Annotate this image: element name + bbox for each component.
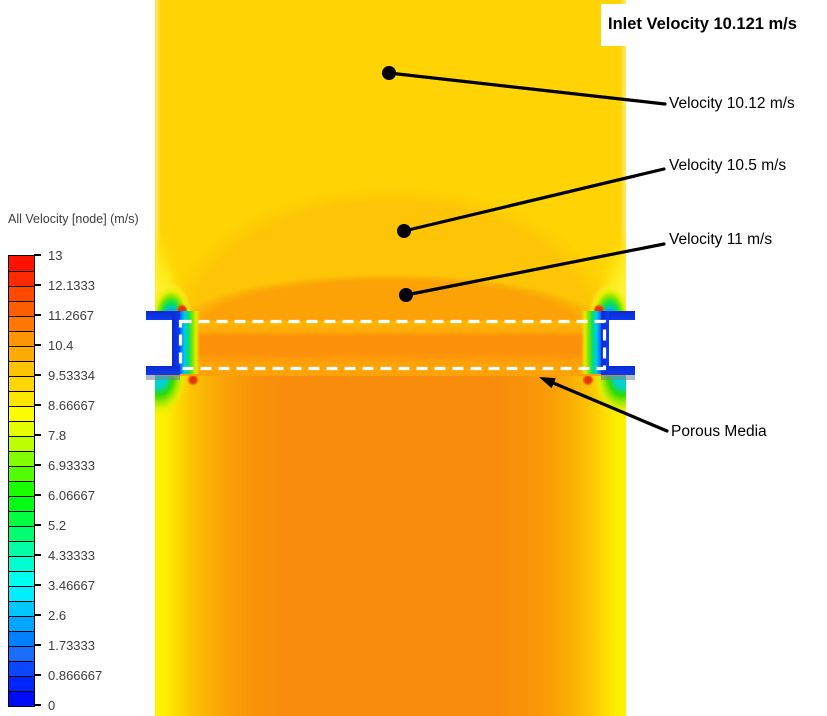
- legend-color-block: [9, 256, 34, 271]
- legend-tick: [34, 247, 62, 263]
- legend-color-block: [9, 391, 34, 406]
- legend-color-block: [9, 526, 34, 541]
- contour-upper-field: [155, 0, 626, 326]
- contour-porous-band: [155, 321, 626, 376]
- legend-color-block: [9, 556, 34, 571]
- legend-tick-label: 10.4: [48, 337, 74, 353]
- legend-tick: [34, 517, 66, 533]
- legend-color-block: [9, 436, 34, 451]
- legend-color-block: [9, 586, 34, 601]
- orifice-right-wall-vertical: [601, 311, 609, 374]
- legend-tick-label: 5.2: [48, 517, 67, 533]
- legend-color-block: [9, 406, 34, 421]
- legend-tick: [34, 667, 102, 683]
- legend-tick-label: 4.33333: [48, 547, 95, 563]
- legend-color-block: [9, 676, 34, 691]
- legend-tick-label: 11.2667: [48, 307, 95, 323]
- legend-tick-mark: [34, 374, 41, 376]
- legend-color-block: [9, 451, 34, 466]
- legend-tick-mark: [34, 554, 41, 556]
- orifice-left-wall-vertical: [172, 311, 180, 374]
- legend-tick: [34, 697, 55, 713]
- legend-tick-label: 13: [48, 247, 63, 263]
- legend-tick: [34, 547, 95, 563]
- legend-color-block: [9, 301, 34, 316]
- legend-color-block: [9, 691, 34, 706]
- callout-label-velocity-11: Velocity 11 m/s: [669, 231, 773, 248]
- legend-colorbar: [8, 255, 35, 707]
- legend-color-block: [9, 601, 34, 616]
- legend-color-block: [9, 511, 34, 526]
- legend-color-block: [9, 316, 34, 331]
- callout-label-velocity-10-12: Velocity 10.12 m/s: [669, 95, 795, 112]
- orifice-left-shadow: [146, 375, 180, 380]
- legend-tick-label: 9.53334: [48, 367, 95, 383]
- legend-tick-mark: [34, 344, 41, 346]
- legend-tick-label: 12.1333: [48, 277, 95, 293]
- inlet-velocity-label: Inlet Velocity 10.121 m/s: [608, 15, 797, 33]
- legend-color-block: [9, 541, 34, 556]
- inlet-velocity-box: [601, 4, 827, 46]
- legend-tick: [34, 277, 95, 293]
- legend-tick: [34, 427, 66, 443]
- legend-color-block: [9, 271, 34, 286]
- legend-tick: [34, 367, 95, 383]
- legend-tick-mark: [34, 404, 41, 406]
- legend-color-block: [9, 571, 34, 586]
- orifice-left-gradient: [180, 311, 200, 374]
- legend-tick-label: 7.8: [48, 427, 67, 443]
- legend-ticks: [34, 247, 144, 713]
- legend-color-block: [9, 286, 34, 301]
- orifice-right-wall-bottom: [601, 366, 635, 375]
- legend-tick: [34, 337, 73, 353]
- contour-plot: [155, 0, 626, 716]
- orifice-right-gradient: [581, 311, 601, 374]
- legend-tick-mark: [34, 314, 41, 316]
- legend-tick: [34, 637, 95, 653]
- legend-tick-mark: [34, 704, 41, 706]
- legend-tick-label: 0.866667: [48, 667, 103, 683]
- legend-color-block: [9, 361, 34, 376]
- legend-tick: [34, 487, 95, 503]
- legend-tick-label: 1.73333: [48, 637, 95, 653]
- legend-color-block: [9, 481, 34, 496]
- legend-tick-mark: [34, 524, 41, 526]
- legend-color-block: [9, 616, 34, 631]
- legend-tick-label: 6.93333: [48, 457, 95, 473]
- legend-color-block: [9, 661, 34, 676]
- legend-tick-mark: [34, 674, 41, 676]
- legend-tick-mark: [34, 254, 41, 256]
- callout-label-porous-media: Porous Media: [671, 423, 767, 440]
- legend-tick-mark: [34, 464, 41, 466]
- orifice-right-notch: [609, 319, 635, 366]
- legend-tick-label: 0: [48, 697, 56, 713]
- contour-downstream-field: [155, 376, 626, 716]
- legend-color-block: [9, 331, 34, 346]
- legend-color-block: [9, 376, 34, 391]
- legend-tick-mark: [34, 494, 41, 496]
- legend-tick: [34, 457, 95, 473]
- legend-title: All Velocity [node] (m/s): [8, 212, 139, 226]
- legend-tick-mark: [34, 614, 41, 616]
- legend-tick: [34, 307, 94, 323]
- legend-color-block: [9, 421, 34, 436]
- callout-label-velocity-10-5: Velocity 10.5 m/s: [669, 157, 787, 174]
- legend-tick: [34, 607, 66, 623]
- legend-color-block: [9, 631, 34, 646]
- legend-tick-label: 8.66667: [48, 397, 95, 413]
- orifice-right-shadow: [601, 375, 635, 380]
- legend-color-block: [9, 496, 34, 511]
- legend-color-block: [9, 466, 34, 481]
- legend-tick: [34, 397, 95, 413]
- orifice-left-wall-bottom: [146, 366, 180, 375]
- legend-tick: [34, 577, 95, 593]
- legend-tick-mark: [34, 644, 41, 646]
- legend-tick-mark: [34, 434, 41, 436]
- legend-tick-mark: [34, 284, 41, 286]
- legend-color-block: [9, 346, 34, 361]
- legend-tick-mark: [34, 584, 41, 586]
- orifice-left-notch: [146, 319, 172, 366]
- legend-tick-label: 6.06667: [48, 487, 95, 503]
- legend-color-block: [9, 646, 34, 661]
- legend-tick-label: 2.6: [48, 607, 67, 623]
- legend-tick-label: 3.46667: [48, 577, 95, 593]
